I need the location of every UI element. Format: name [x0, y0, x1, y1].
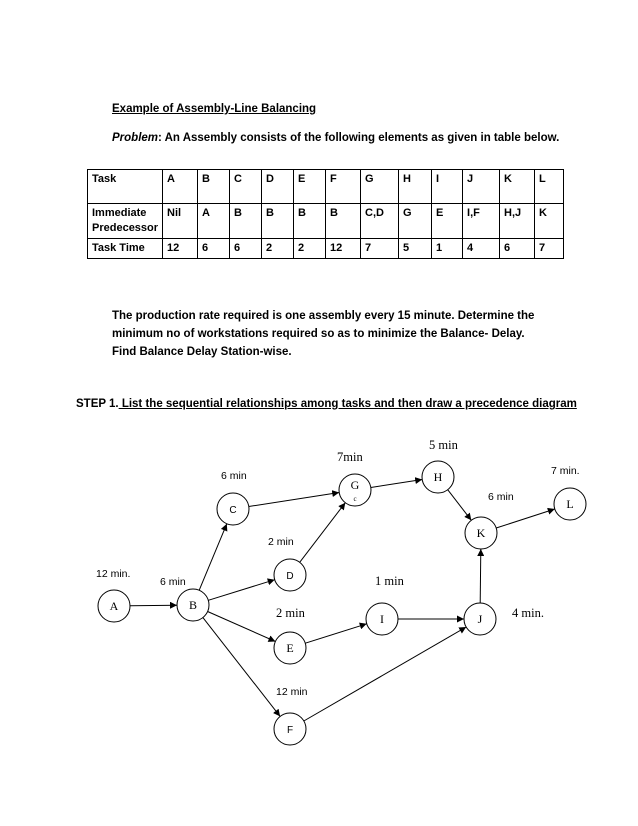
table-cell: K [500, 170, 535, 204]
table-cell: 6 [500, 239, 535, 259]
table-cell: K [535, 204, 564, 239]
node-label-e: E [286, 641, 294, 655]
edge-a-b [130, 605, 177, 606]
time-label-e: 2 min [276, 606, 305, 620]
table-cell: 1 [432, 239, 463, 259]
edge-h-k [448, 490, 472, 521]
node-label-d: D [286, 571, 294, 582]
table-cell: A [163, 170, 198, 204]
table-cell: B [230, 204, 262, 239]
table-cell: E [432, 204, 463, 239]
table-cell: G [399, 204, 432, 239]
node-label-b: B [188, 598, 198, 612]
time-label-c: 6 min [221, 470, 247, 482]
problem-label: Problem [112, 132, 159, 144]
table-cell: L [535, 170, 564, 204]
time-label-a: 12 min. [96, 568, 131, 580]
node-label-c: C [229, 505, 237, 516]
table-cell: 2 [262, 239, 294, 259]
edge-f-j [304, 627, 466, 721]
edge-b-f [203, 618, 280, 717]
table-cell: Nil [163, 204, 198, 239]
table-cell: G [361, 170, 399, 204]
table-cell: A [198, 204, 230, 239]
node-label-k: K [476, 526, 486, 540]
edge-b-d [208, 580, 274, 601]
node-label-j: J [477, 612, 483, 626]
table-cell: 5 [399, 239, 432, 259]
time-label-j: 4 min. [512, 606, 544, 620]
node-label-l: L [566, 497, 574, 511]
table-cell: D [262, 170, 294, 204]
table-cell: 6 [230, 239, 262, 259]
step-label: STEP 1. [76, 398, 119, 410]
time-label-k: 6 min [488, 491, 514, 503]
table-cell: H [399, 170, 432, 204]
edge-j-k [480, 549, 481, 603]
page-heading: Example of Assembly-Line Balancing [112, 103, 317, 115]
table-cell: C [230, 170, 262, 204]
node-label-i: I [380, 612, 384, 626]
table-cell: C,D [361, 204, 399, 239]
edge-e-i [305, 624, 366, 643]
table-cell: J [463, 170, 500, 204]
table-cell: Task [88, 170, 163, 204]
node-g-mark: c [353, 495, 357, 503]
step-text: List the sequential relationships among tasks and then draw a precedence diagram [118, 398, 577, 410]
node-label-f: F [286, 725, 294, 736]
time-label-h: 5 min [429, 438, 458, 452]
edge-d-g [300, 503, 346, 563]
table-cell: H,J [500, 204, 535, 239]
time-label-g: 7min [337, 450, 363, 464]
edge-g-h [371, 480, 422, 488]
edge-b-c [199, 524, 227, 590]
table-cell: E [294, 170, 326, 204]
table-cell: 7 [535, 239, 564, 259]
table-cell: B [198, 170, 230, 204]
table-cell: Task Time [88, 239, 163, 259]
time-label-f: 12 min [276, 686, 308, 698]
table-cell: F [326, 170, 361, 204]
table-cell: B [326, 204, 361, 239]
table-cell: B [294, 204, 326, 239]
table-cell: 6 [198, 239, 230, 259]
node-label-a: A [109, 599, 119, 613]
problem-text: : An Assembly consists of the following elements as given in table below. [158, 132, 560, 144]
time-label-b: 6 min [160, 576, 186, 588]
edge-k-l [496, 509, 555, 528]
table-cell: I,F [463, 204, 500, 239]
time-label-l: 7 min. [551, 465, 580, 477]
table-cell: 12 [326, 239, 361, 259]
table-cell: 4 [463, 239, 500, 259]
problem-paragraph: The production rate required is one assembly every 15 minute. Determine the minimum no of workstations required so as to minimize the Balance- Delay. Find Balance Delay Station-wise. [112, 310, 535, 358]
table-cell: I [432, 170, 463, 204]
node-label-h: H [433, 470, 443, 484]
node-label-g: G [350, 478, 360, 492]
time-label-d: 2 min [268, 536, 294, 548]
table-cell: 12 [163, 239, 198, 259]
table-cell: 2 [294, 239, 326, 259]
edge-c-g [249, 493, 339, 507]
table-cell: Immediate Predecessor [88, 204, 163, 239]
table-cell: 7 [361, 239, 399, 259]
table-cell: B [262, 204, 294, 239]
time-label-i: 1 min [375, 574, 404, 588]
